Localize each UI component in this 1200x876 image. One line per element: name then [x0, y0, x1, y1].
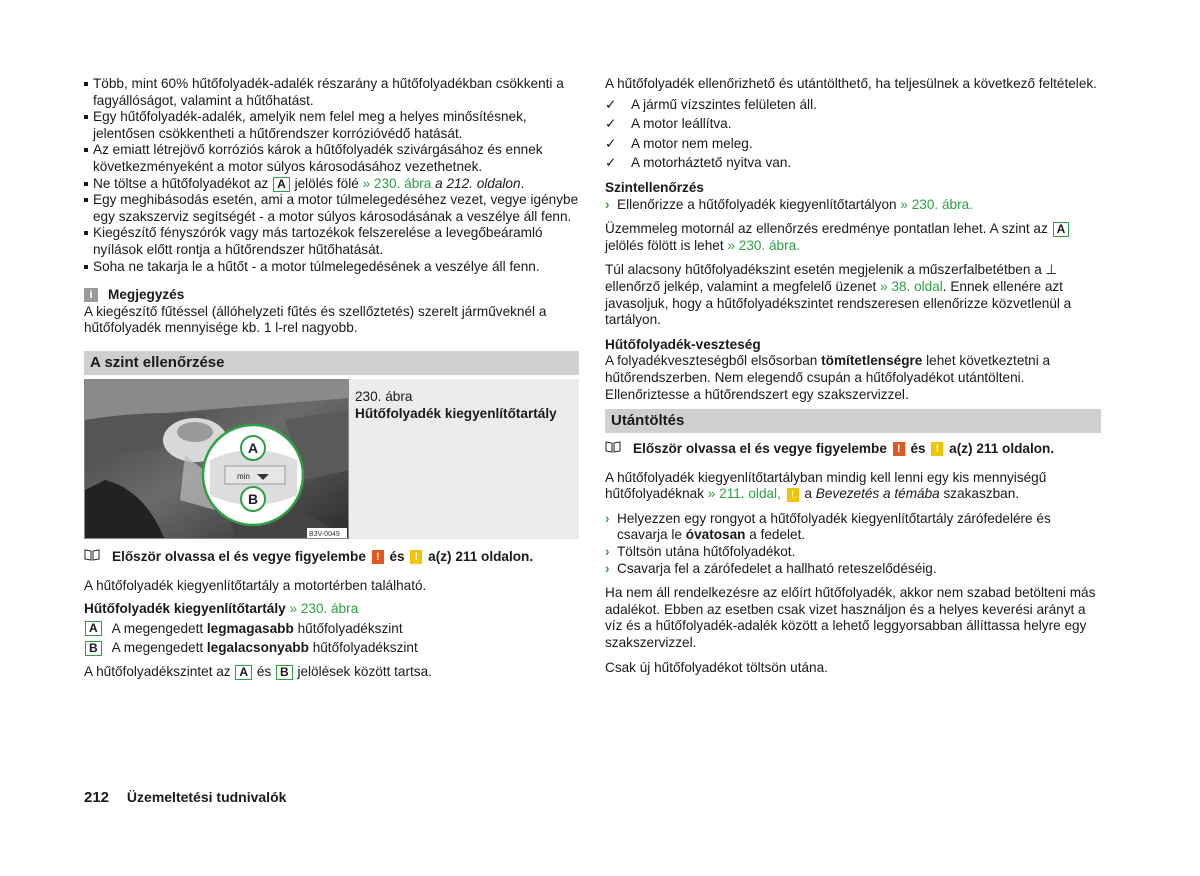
not-available-text: Ha nem áll rendelkezésre az előírt hűtőfolyadék, akkor nem szabad betölteni más adalékot. Ebben az esetben csak vizet használjon és a helyes keverési arányt a víz és a hűtőfolyadék-adalék között a lehető leggyorsabban állíttassa helyre egy szakszervizzel.	[605, 585, 1096, 651]
section-title: A szint ellenőrzése	[84, 351, 579, 375]
read-first-notice: Először olvassa el és vegye figyelembe ! és ! a(z) 211 oldalon.	[605, 441, 1101, 458]
step-item: › Helyezzen egy rongyot a hűtőfolyadék kiegyenlítőtartály zárófedelére és csavarja le óvatosan a fedelet.	[605, 510, 1051, 543]
engine-bay-photo	[84, 379, 349, 539]
tank-heading: Hűtőfolyadék kiegyenlítőtartály » 230. ábra	[84, 601, 359, 617]
tank-text: A hűtőfolyadék kiegyenlítőtartályban mindig kell lenni egy kis mennyiségű hűtőfolyadéknak » 211. oldal, ! a Bevezetés a témába szakaszban.	[605, 469, 1047, 502]
label-b-box: B	[85, 641, 102, 656]
low-level-text: Túl alacsony hűtőfolyadékszint esetén megjelenik a műszerfalbetétben a ⊥ ellenőrző jelkép, valamint a megfelelő üzenet » 38. oldal. Ennek ellenére azt javasoljuk, hogy a hűtőfolyadékszintet rendszeresen ellenőrizze közvetlenül a tartályon.	[605, 262, 1072, 328]
book-icon	[605, 441, 623, 458]
list-item: Az emiatt létrejövő korróziós károk a hűtőfolyadék szivárgásához és ennek következményeként a motor súlyos károsodásához vezethetnek.	[84, 142, 579, 175]
figure	[84, 379, 579, 539]
step-item: › Ellenőrizze a hűtőfolyadék kiegyenlítőtartályon » 230. ábra.	[605, 196, 973, 212]
warm-engine-text: Üzemmeleg motornál az ellenőrzés eredménye pontatlan lehet. A szint az A jelölés fölött is lehet » 230. ábra.	[605, 221, 1101, 254]
list-item: Kiegészítő fényszórók vagy más tartozékok felszerelése a levegőbeáramló nyílások előtt rontja a hűtőrendszer hűtőhatását.	[84, 225, 579, 258]
figure-link[interactable]: » 230. ábra	[362, 175, 432, 191]
label-a-row: A A megengedett legmagasabb hűtőfolyadékszint	[84, 621, 579, 638]
bullet-list	[84, 76, 579, 275]
read-first-notice: Először olvassa el és vegye figyelembe ! és ! a(z) 211 oldalon.	[84, 549, 579, 566]
section-title: Utántöltés	[605, 409, 1101, 433]
list-item: ✓ A motorháztető nyitva van.	[605, 155, 792, 171]
coolant-warning-icon: ⊥	[1045, 262, 1058, 278]
check-icon: ✓	[605, 155, 617, 171]
check-list	[605, 97, 1101, 172]
list-item: ✓ A motor leállítva.	[605, 116, 732, 132]
keep-level-text: A hűtőfolyadékszintet az A és B jelölések között tartsa.	[84, 663, 432, 679]
figure-title: Hűtőfolyadék kiegyenlítőtartály	[355, 405, 557, 421]
label-b-box: B	[276, 665, 293, 680]
label-a-box: A	[235, 665, 252, 680]
step-arrow-icon: ›	[605, 544, 610, 560]
page-footer	[84, 789, 286, 807]
list-item: Egy meghibásodás esetén, ami a motor túlmelegedéséhez vezet, vegye igénybe egy szakszerviz segítségét - a motor súlyos károsodásának a veszélye áll fenn.	[84, 192, 579, 225]
step-arrow-icon: ›	[605, 560, 610, 576]
level-heading: Szintellenőrzés	[605, 179, 704, 195]
note-heading	[84, 287, 579, 304]
note-text: A kiegészítő fűtéssel (állóhelyzeti fűtés és szellőztetés) szerelt járműveknél a hűtőfolyadék mennyisége kb. 1 l-rel nagyobb.	[84, 303, 547, 336]
figure-code: B3V-0049	[309, 530, 340, 538]
figure-number: 230. ábra	[355, 388, 413, 404]
figure-link[interactable]: » 230. ábra.	[727, 237, 800, 253]
step-arrow-icon: ›	[605, 510, 610, 526]
step-item: › Töltsön utána hűtőfolyadékot.	[605, 544, 796, 560]
figure-link[interactable]: » 230. ábra	[289, 601, 359, 617]
new-coolant-text: Csak új hűtőfolyadékot töltsön utána.	[605, 659, 828, 675]
list-item: ✓ A motor nem meleg.	[605, 135, 753, 151]
page-number: 212	[84, 789, 110, 806]
label-b-row: B A megengedett legalacsonyabb hűtőfolyadékszint	[84, 640, 579, 657]
warning-icon: !	[372, 550, 384, 564]
figure-link[interactable]: » 230. ábra.	[900, 196, 973, 212]
label-a-box: A	[273, 177, 290, 192]
step-item: › Csavarja fel a zárófedelet a hallható reteszelődéséig.	[605, 560, 937, 576]
loss-heading: Hűtőfolyadék-veszteség	[605, 336, 761, 352]
caution-icon: !	[931, 442, 943, 456]
label-a-box: A	[1053, 222, 1070, 237]
check-icon: ✓	[605, 135, 617, 151]
figure-caption	[355, 389, 575, 422]
label-a-box: A	[85, 621, 102, 636]
page-link[interactable]: » 211. oldal,	[707, 486, 781, 502]
list-item: Egy hűtőfolyadék-adalék, amelyik nem felel meg a helyes minősítésnek, jelentősen csökkentheti a hűtőrendszer korrózióvédő hatását.	[84, 109, 579, 142]
figure-label-a: A	[248, 439, 259, 456]
page-link[interactable]: » 38. oldal	[880, 278, 943, 294]
list-item: Ne töltse a hűtőfolyadékot az A jelölés fölé » 230. ábra a 212. oldalon.	[84, 176, 579, 193]
check-icon: ✓	[605, 116, 617, 132]
chapter-title: Üzemeltetési tudnivalók	[126, 789, 287, 805]
loss-text: A folyadékveszteségből elsősorban tömítetlenségre lehet következtetni a hűtőrendszerben. Nem elegendő csupán a hűtőfolyadékot utántölteni. Ellenőriztesse a hűtőrendszert egy szakszervizzel.	[605, 353, 1051, 402]
list-item: ✓ A jármű vízszintes felületen áll.	[605, 96, 817, 112]
note-title: Megjegyzés	[108, 287, 185, 303]
min-mark: min	[237, 471, 250, 481]
caution-icon: !	[410, 550, 422, 564]
figure-label-b: B	[248, 490, 259, 507]
info-icon: i	[84, 288, 98, 302]
warning-icon: !	[893, 442, 905, 456]
intro-text: A hűtőfolyadék ellenőrizhető és utántölthető, ha teljesülnek a következő feltételek.	[605, 76, 1097, 91]
location-text: A hűtőfolyadék kiegyenlítőtartály a motortérben található.	[84, 577, 427, 593]
caution-icon: !	[787, 488, 799, 502]
right-column	[605, 76, 1101, 676]
list-item: Több, mint 60% hűtőfolyadék-adalék részarány a hűtőfolyadékban csökkenti a fagyállóságot, valamint a hűtőhatást.	[84, 76, 579, 109]
list-item: Soha ne takarja le a hűtőt - a motor túlmelegedésének a veszélye áll fenn.	[84, 259, 579, 276]
book-icon	[84, 549, 102, 566]
step-list	[605, 511, 1101, 577]
step-arrow-icon: ›	[605, 196, 610, 212]
check-icon: ✓	[605, 96, 617, 112]
left-column	[84, 76, 579, 680]
